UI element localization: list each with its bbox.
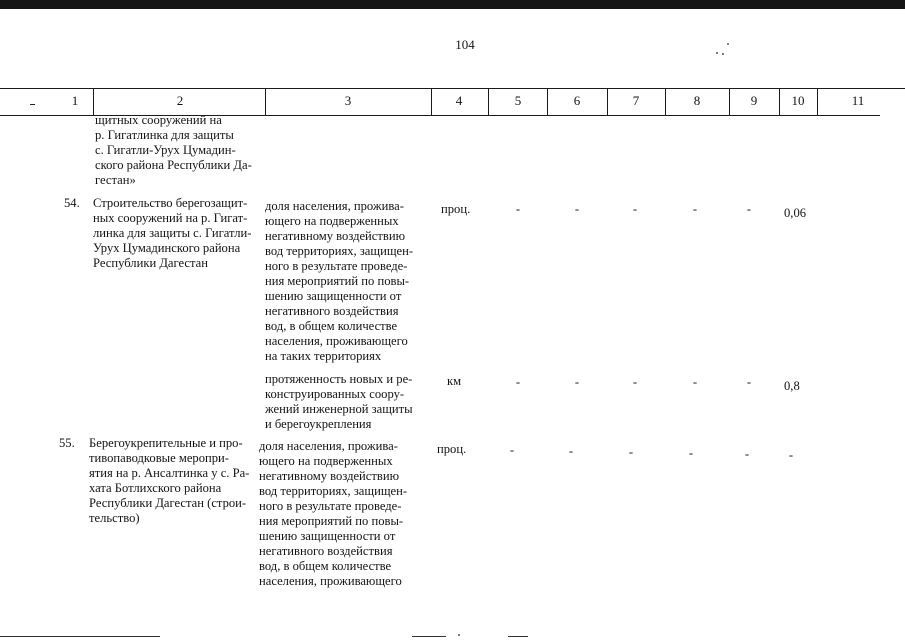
row-54-indicator-2 xyxy=(265,372,425,432)
column-divider xyxy=(265,88,266,116)
column-header-7: 7 xyxy=(632,93,640,108)
text-line: негативного воздействия xyxy=(259,544,393,558)
text-line: тельство) xyxy=(89,511,140,525)
row-55-value-col8: - xyxy=(688,446,694,460)
text-line: Строительство берегозащит- xyxy=(93,196,248,210)
text-line: населения, проживающего xyxy=(259,574,402,588)
column-divider xyxy=(729,88,730,116)
text-line: протяженность новых и ре- xyxy=(265,372,413,386)
text-line: и берегоукрепления xyxy=(265,417,372,431)
text-line: линка для защиты с. Гигатли- xyxy=(93,226,252,240)
text-line: ных сооружений на р. Гигат- xyxy=(93,211,248,225)
column-divider xyxy=(431,88,432,116)
text-line: с. Гигатли-Урух Цумадин- xyxy=(95,143,236,157)
text-line: щитных сооружений на xyxy=(95,113,222,127)
row-55-indicator-1 xyxy=(259,439,420,589)
row-54-value-col10: 0,06 xyxy=(784,206,807,220)
row-54-value2-col5: - xyxy=(515,375,521,389)
text-line: шению защищенности от xyxy=(265,289,402,303)
text-line: вод, в общем количестве xyxy=(265,319,398,333)
column-divider xyxy=(547,88,548,116)
text-line: негативному воздействию xyxy=(259,469,399,483)
text-line: Урух Цумадинского района xyxy=(93,241,241,255)
text-line: ского района Республики Да- xyxy=(95,158,252,172)
column-header-4: 4 xyxy=(455,93,463,108)
text-line: доля населения, прожива- xyxy=(265,199,404,213)
page-number: 104 xyxy=(455,37,475,52)
row-54-name xyxy=(93,196,261,271)
text-line: ного в результате проведе- xyxy=(265,259,408,273)
text-line: конструированных соору- xyxy=(265,387,405,401)
column-divider xyxy=(665,88,666,116)
column-divider xyxy=(93,88,94,116)
column-header-5: 5 xyxy=(514,93,522,108)
row-55-value-col7: - xyxy=(628,445,634,459)
row-55-name xyxy=(89,436,257,526)
row-54-value-col6: - xyxy=(574,202,580,216)
column-header-6: 6 xyxy=(573,93,581,108)
column-header-8: 8 xyxy=(693,93,701,108)
column-divider xyxy=(607,88,608,116)
text-line: Берегоукрепительные и про- xyxy=(89,436,243,450)
text-line: Республики Дагестан (строи- xyxy=(89,496,247,510)
text-line: Республики Дагестан xyxy=(93,256,208,270)
row-54-value-col5: - xyxy=(515,202,521,216)
row-54-value-col8: - xyxy=(692,202,698,216)
scan-mark xyxy=(30,104,35,105)
text-line: шению защищенности от xyxy=(259,529,396,543)
row-54-value2-col8: - xyxy=(692,375,698,389)
row-54-unit-1: проц. xyxy=(441,202,471,216)
text-line: ния мероприятий по повы- xyxy=(259,514,404,528)
text-line: вод территориях, защищен- xyxy=(259,484,408,498)
column-divider xyxy=(488,88,489,116)
text-line: хата Ботлихского района xyxy=(89,481,222,495)
column-header-11: 11 xyxy=(851,93,865,108)
text-line: р. Гигатлинка для защиты xyxy=(95,128,234,142)
header-top-rule xyxy=(0,88,905,89)
column-divider xyxy=(817,88,818,116)
text-line: вод, в общем количестве xyxy=(259,559,392,573)
text-line: ющего на подверженных xyxy=(259,454,393,468)
row-54-value2-col7: - xyxy=(632,375,638,389)
text-line: ятия на р. Ансалтинка у с. Ра- xyxy=(89,466,250,480)
text-line: негативному воздействию xyxy=(265,229,405,243)
text-line: доля населения, прожива- xyxy=(259,439,398,453)
scan-speck xyxy=(716,52,718,54)
column-divider xyxy=(779,88,780,116)
text-line: ного в результате проведе- xyxy=(259,499,402,513)
scan-top-edge xyxy=(0,0,905,9)
row-54-unit-2: км xyxy=(447,374,462,388)
row-55-value-col9: - xyxy=(744,447,750,461)
row-55-value-col10: - xyxy=(788,448,794,462)
text-line: на таких территориях xyxy=(265,349,382,363)
row-54-value2-col10: 0,8 xyxy=(784,379,800,393)
text-line: ющего на подверженных xyxy=(265,214,399,228)
row-54-value2-col6: - xyxy=(574,375,580,389)
scan-speck xyxy=(458,634,460,636)
row-54-value2-col9: - xyxy=(746,375,752,389)
column-header-9: 9 xyxy=(750,93,758,108)
text-line: гестан» xyxy=(95,173,136,187)
column-header-10: 10 xyxy=(791,93,805,108)
text-line: населения, проживающего xyxy=(265,334,408,348)
row-continuation-name xyxy=(95,113,263,188)
table-header-row xyxy=(0,88,905,116)
row-54-value-col7: - xyxy=(632,202,638,216)
text-line: вод территориях, защищен- xyxy=(265,244,414,258)
text-line: тивопаводковые меропри- xyxy=(89,451,229,465)
bottom-edge-rule xyxy=(0,636,160,637)
row-number-55: 55. xyxy=(59,436,75,450)
scan-speck xyxy=(722,53,724,55)
row-55-value-col6: - xyxy=(568,444,574,458)
text-line: жений инженерной защиты xyxy=(265,402,413,416)
column-header-2: 2 xyxy=(176,93,184,108)
bottom-edge-rule xyxy=(508,636,528,637)
text-line: ния мероприятий по повы- xyxy=(265,274,410,288)
column-header-1: 1 xyxy=(71,93,79,108)
text-line: негативного воздействия xyxy=(265,304,399,318)
scan-speck xyxy=(727,43,729,45)
column-header-3: 3 xyxy=(344,93,352,108)
row-54-value-col9: - xyxy=(746,202,752,216)
row-54-indicator-1 xyxy=(265,199,425,364)
bottom-edge-rule xyxy=(412,636,446,637)
row-55-unit-1: проц. xyxy=(437,442,467,456)
row-55-value-col5: - xyxy=(509,443,515,457)
row-number-54: 54. xyxy=(64,196,80,210)
